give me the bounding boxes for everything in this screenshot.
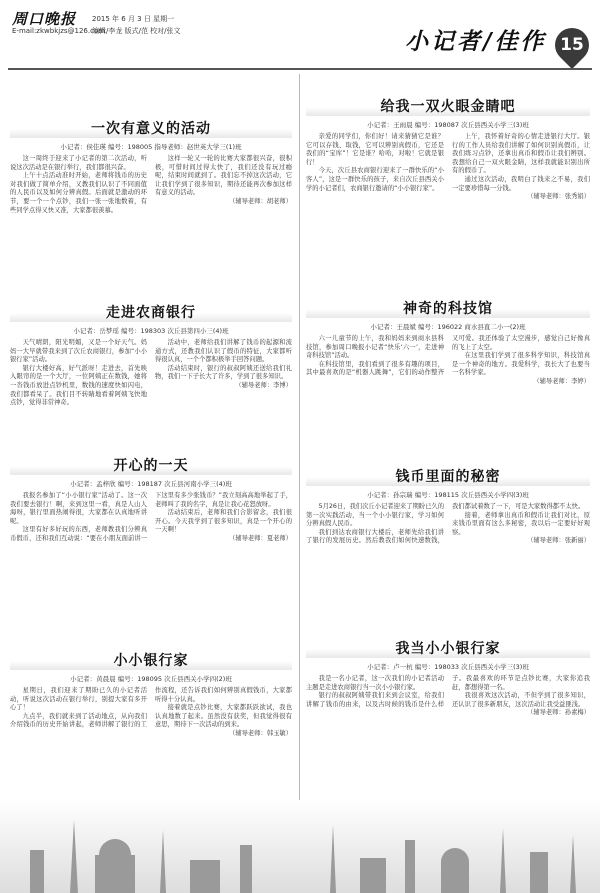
paragraph: 活动中，老师给我们讲解了钱币的起源和流通方式，还教我们认识了假币的特征，大家都听得很认真，一个个都积极举手回答问题。 <box>155 339 292 364</box>
paragraph: 银行大楼好高，好气派呀！走进去，首先映入眼帘的是一个大厅，一位阿姨正在数钱，她将一沓钱币放进点钞机里，数钱的速度快如闪电，我们都看呆了。我们目不转睛地看着阿姨飞快地点钞，觉得非常神奇。 <box>10 364 147 407</box>
article-3 <box>10 455 292 625</box>
article-title: 开心的一天 <box>10 455 292 475</box>
city-skyline-illustration <box>0 800 600 893</box>
header-rule <box>8 68 592 70</box>
paragraph: 我是一名小记者，这一次我们的小记者活动主题是走进农商银行当一次小小银行家。 <box>306 675 444 691</box>
paragraph: 通过这次活动，我明白了钱来之不易，我们一定要珍惜每一分钱。 <box>452 175 590 192</box>
paragraph: 这样一轮又一轮的比赛大家都很兴奋，很积极，可惜时间过得太快了，我们还没有玩过瘾呢，结束时间就到了。我们忘不掉这次活动，它让我们学到了很多知识，期待还能再次参加这样有意义的活动。 <box>155 155 292 197</box>
article-body <box>306 133 590 202</box>
teacher-credit: （辅导老师：李婷） <box>533 377 590 385</box>
teacher-credit: （辅导老师：孙素梅） <box>527 709 590 717</box>
paragraph: 银行的叔叔阿姨带我们来到会议室，给我们讲解了钱币的由来，以及古时候的钱币是什么样子。我最喜欢的环节是点钞比赛，大家你追我赶，都想得第一名。 <box>306 675 590 708</box>
article-byline: 小记者：岳梦瑶 编号：198303 次丘县第四小三(4)班 <box>73 327 229 335</box>
paragraph: 九点半，我们就来到了活动地点，从向我们介绍钱币的历史开始讲起，老师讲解了银行的工作流程，还告诉我们如何辨别真假钱币，大家都听得十分认真。 <box>10 687 292 729</box>
newspaper-logo: 周口晚报 <box>12 10 77 28</box>
article-title: 钱币里面的秘密 <box>306 466 590 486</box>
teacher-credit: （辅导老师：夏老师） <box>229 534 292 542</box>
issue-date: 2015 年 6 月 3 日 星期一 <box>92 15 175 23</box>
email-line: E-mail:zkwbkjzs@126.com <box>12 27 106 35</box>
teacher-credit: （辅导老师：张新丽） <box>527 537 590 545</box>
article-4 <box>10 650 292 808</box>
paragraph: 我们到达农商银行大楼后，老师先给我们讲了银行的发展历史。然后教我们如何快速数钱，我们都试着数了一下，可是大家数得都不太快。 <box>306 503 585 545</box>
column-divider <box>299 74 300 869</box>
article-title: 走进农商银行 <box>10 302 292 322</box>
article-title: 神奇的科技馆 <box>306 298 590 318</box>
paragraph: 亲爱的同学们，你们好！请来猜猜它是谁？它可以存钱、取钱，它可以辨别真假币，它还是我们的“宝库”！它是谁？哈哈，对啦！它就是银行！ <box>306 133 444 166</box>
paragraph: 星期日，我们迎来了期盼已久的小记者活动，听说这次活动在银行举行，别提大家有多开心了！ <box>10 687 147 712</box>
paragraph: 活动结束后，老师和我们合影留念，我们很开心。今天我学到了很多知识，真是一个开心的一天啊！ <box>155 509 292 534</box>
paragraph: 接着就是点钞比赛，大家都跃跃欲试，我也认真地数了起来。虽然没有获奖，但我觉得很有意思，期待下一次活动的到来。 <box>155 704 292 729</box>
article-1 <box>10 118 292 286</box>
page-number-badge <box>548 21 596 69</box>
article-title: 我当小小银行家 <box>306 638 590 658</box>
page-header <box>0 0 600 74</box>
paragraph: 这里有好多好玩的东西，老师教我们分辨真币假币，还和我们互动说：“要在小朋友面前讲一下这里有多少张钱币？”我立刻高高地举起了手，老师叫了我的名字，真是让我心花怒放呀。 <box>10 492 292 542</box>
article-title: 小小银行家 <box>10 650 292 670</box>
article-body <box>306 675 590 718</box>
article-byline: 小记者：侯佳瑛 编号：198005 指导老师：赵世英大学三(1)班 <box>60 143 242 151</box>
paragraph: 在科技馆里，我们看到了很多有趣的项目，其中最喜欢的是“机器人跳舞”，它们的动作整齐又可爱。我还体验了太空漫步，感觉自己好像真的飞上了太空。 <box>306 335 590 377</box>
editor-credits: 编辑/李龙 版式/范 校对/张文 <box>92 27 181 35</box>
article-body <box>306 335 590 387</box>
paragraph: 我报名参加了“小小银行家”活动了。这一次我们要去银行！啊，来到这里一看，真是人山人海呀，银行里面热闹得很，大家都在认真地听讲呢。 <box>10 492 147 525</box>
skyline-footer <box>0 800 600 893</box>
paragraph: 天气晴朗，阳光明媚，又是一个好天气。妈妈一大早就带我来到了次丘农商银行，参加“小小银行家”活动。 <box>10 339 147 364</box>
section-title: 小记者/佳作 <box>405 28 547 55</box>
page-number: 15 <box>560 35 584 55</box>
paragraph: 上午十点活动准时开始，老师将钱币的历史对我们做了简单介绍，又教我们认识了不同面值的人民币以及如何分辨真假。后面就是激动的环节，要一个一个点钞，我们一张一张地数着，有些同学点得又快又准，大家都很羡慕。 <box>10 172 147 214</box>
article-body <box>10 155 292 215</box>
article-8 <box>306 638 590 808</box>
article-7 <box>306 466 590 626</box>
article-title: 给我一双火眼金睛吧 <box>306 96 590 116</box>
paragraph: 接着，老师拿出真币和假币让我们对比，原来钱币里面有这么多秘密，我以后一定要好好观察。 <box>452 511 590 536</box>
teacher-credit: （辅导老师：李博） <box>235 381 292 389</box>
article-byline: 小记者：王雨晨 编号：198087 次丘县西关小学三(3)班 <box>367 121 529 129</box>
paragraph: 5月26日，我们次丘小记者迎来了期盼已久的第一次实践活动，当一个小小银行家，学习如何分辨真假人民币。 <box>306 503 444 528</box>
article-6 <box>306 298 590 458</box>
article-body <box>10 492 292 544</box>
article-5 <box>306 96 590 292</box>
article-body <box>10 687 292 739</box>
article-byline: 小记者：卢一杭 编号：198033 次丘县西关小学三(3)班 <box>367 663 529 671</box>
article-byline: 小记者：王晨斌 编号：196022 商水县直二小一(2)班 <box>370 323 526 331</box>
article-title: 一次有意义的活动 <box>10 118 292 138</box>
teacher-credit: （辅导老师：张秀娟） <box>527 193 590 201</box>
article-byline: 小记者：黄晨晨 编号：198095 次丘县西关小学四(2)班 <box>70 675 232 683</box>
paragraph: 今天，次丘县农商银行迎来了一群快乐的“小客人”，这是一群快乐的孩子，来自次丘县西关小学的小记者们，农商银行邀请的“小小银行家”。 <box>306 167 444 192</box>
teacher-credit: （辅导老师：胡老师） <box>229 197 292 205</box>
paragraph: 六一儿童节的上午，我和妈妈来到商水县科技馆，参加周口晚报小记者“快乐‘六一’，走进神奇科技馆”活动。 <box>306 335 444 360</box>
article-2 <box>10 302 292 460</box>
paragraph: 在这里我们学到了很多科学知识，科技馆真是一个神奇的地方。我爱科学，我长大了也要当一名科学家。 <box>452 352 590 377</box>
paragraph: 我很喜欢这次活动，不但学到了很多知识，还认识了很多新朋友，这次活动让我受益匪浅。 <box>452 692 590 708</box>
article-byline: 小记者：孟梓欣 编号：198187 次丘县河南小学三(4)班 <box>70 480 232 488</box>
paragraph: 上午，我怀着好奇的心情走进银行大厅。银行的工作人员给我们讲解了如何识别真假币，让我们练习点钞，还拿出真币和假币让我们辨别。我想给自己一双火眼金睛，这样我就能识别出所有的假币了。 <box>452 133 590 175</box>
teacher-credit: （辅导老师：韩玉敏） <box>229 729 292 737</box>
article-byline: 小记者：孙宗瑞 编号：198115 次丘县西关小学四(3)班 <box>367 491 529 499</box>
paragraph: 这一周终于迎来了小记者的第二次活动，听说这次活动是在银行举行，我们都很兴奋。 <box>10 155 147 171</box>
article-body <box>306 503 590 546</box>
article-body <box>10 339 292 408</box>
paragraph: 活动结束时，银行的叔叔阿姨还送给我们礼物，我们一下子长大了许多，学到了很多知识。 <box>155 364 292 381</box>
